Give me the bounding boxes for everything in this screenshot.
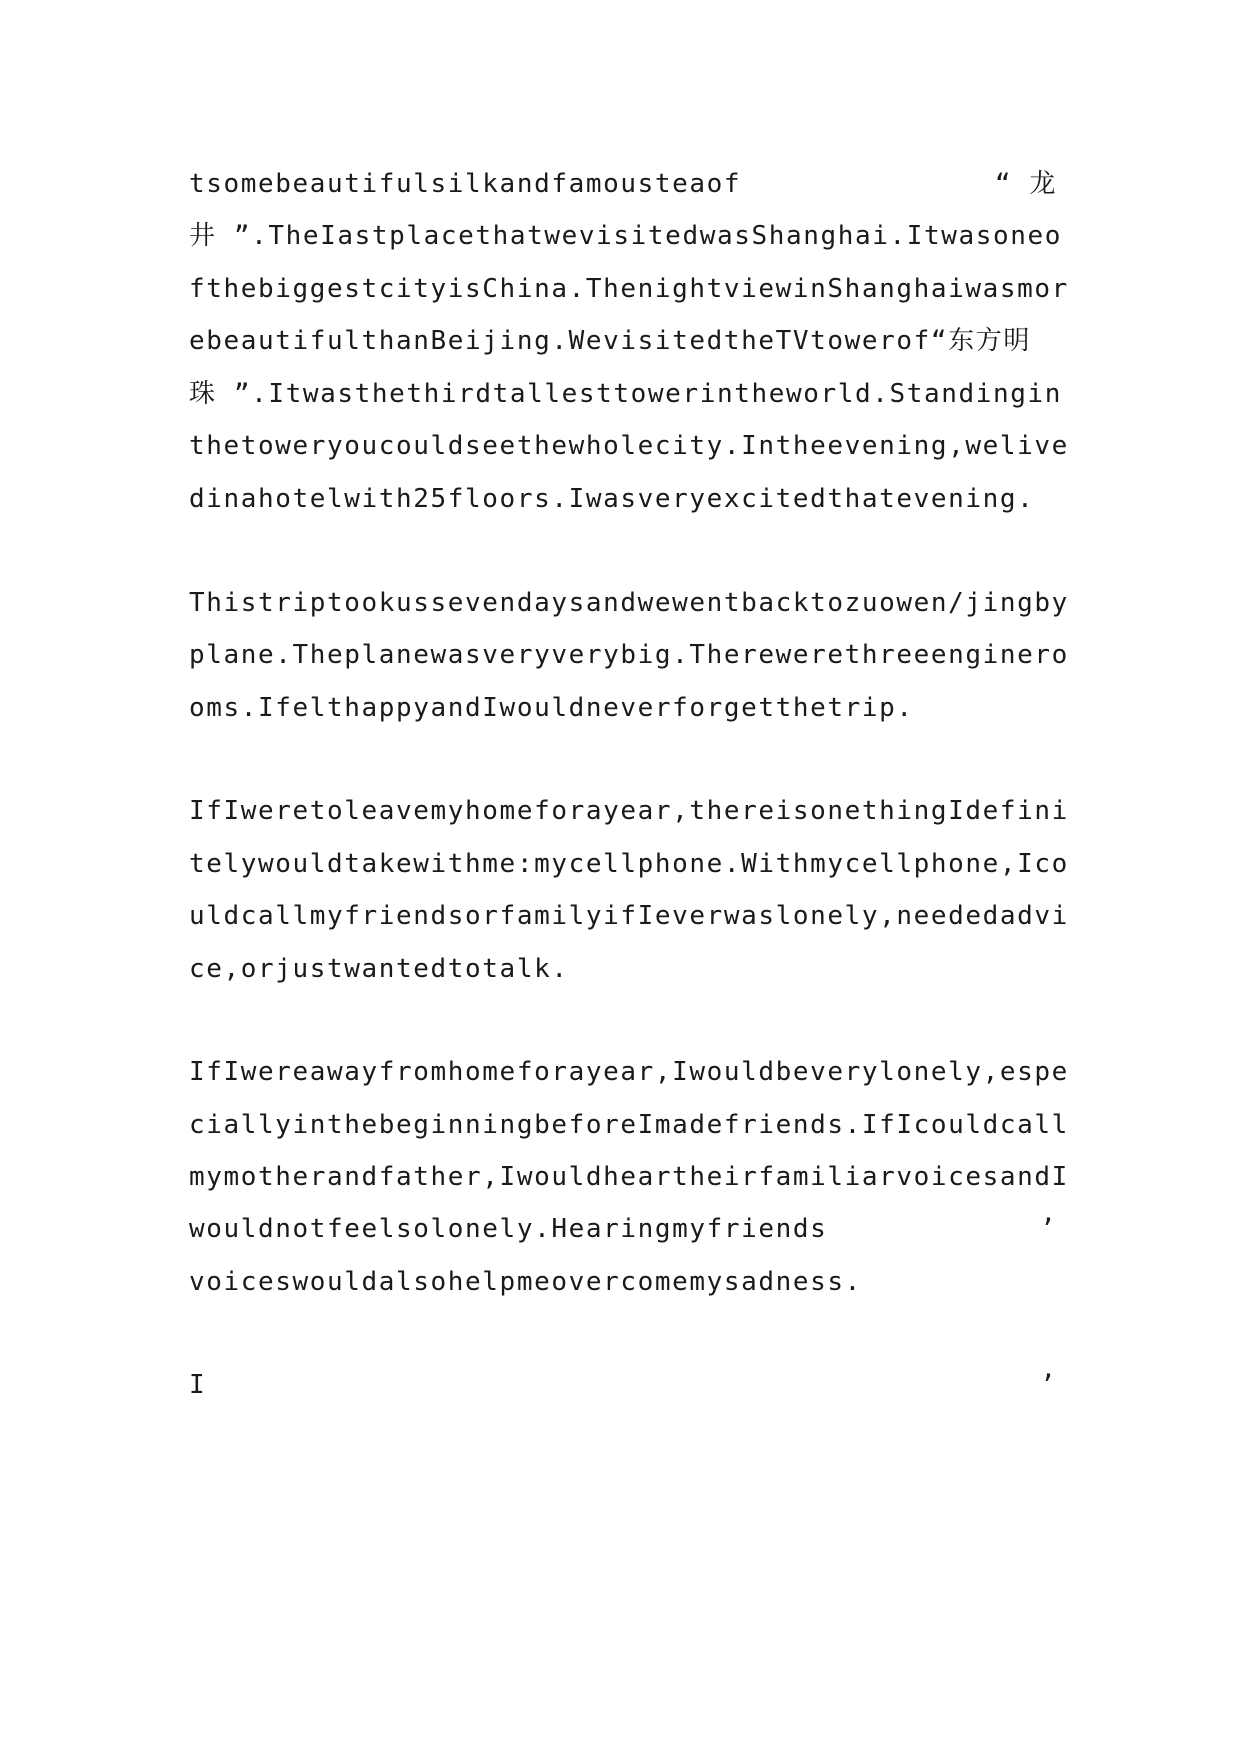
text-line: IfIwereawayfromhomeforayear,Iwouldbeverylonely,espe — [189, 1057, 1069, 1087]
text-line: thetoweryoucouldseethewholecity.Intheevening,welive — [189, 431, 1069, 461]
text-segment: ’ — [1039, 1214, 1057, 1244]
text-line: plane.Theplanewasveryverybig.Therewerethreeenginero — [189, 640, 1069, 670]
text-line: 珠 ”.Itwasthethirdtallesttowerintheworld.Standingin — [189, 379, 1063, 409]
text-line: 井 ”.TheIastplacethatwevisitedwasShanghai.Itwasoneo — [189, 221, 1063, 251]
text-line: telywouldtakewithme:mycellphone.Withmycellphone,Ico — [189, 849, 1069, 879]
text-line — [189, 1200, 1057, 1258]
text-line: ciallyinthebeginningbeforeImadefriends.IfIcouldcall — [189, 1110, 1069, 1140]
text-line: voiceswouldalsohelpmeovercomemysadness. — [189, 1267, 862, 1297]
text-line: IfIweretoleavemyhomeforayear,thereisonethingIdefini — [189, 796, 1069, 826]
text-segment: wouldnotfeelsolonely.Hearingmyfriends — [189, 1214, 828, 1244]
text-line: ce,orjustwantedtotalk. — [189, 954, 569, 984]
text-line: oms.IfelthappyandIwouldneverforgetthetrip. — [189, 693, 914, 723]
text-line: fthebiggestcityisChina.ThenightviewinShanghaiwasmor — [189, 274, 1069, 304]
text-line: ebeautifulthanBeijing.WevisitedtheTVtowerof“东方明 — [189, 326, 1031, 356]
text-line — [189, 155, 1057, 213]
text-line: mymotherandfather,IwouldheartheirfamiliarvoicesandI — [189, 1162, 1069, 1192]
text-line: uldcallmyfriendsorfamilyifIeverwaslonely,neededadvi — [189, 901, 1069, 931]
text-line — [189, 1356, 1057, 1414]
text-line: Thistriptookussevendaysandwewentbacktozuowen/jingby — [189, 588, 1069, 618]
text-segment: ’ — [1039, 1370, 1057, 1400]
text-line: dinahotelwith25floors.Iwasveryexcitedthatevening. — [189, 484, 1035, 514]
text-segment: I — [189, 1370, 207, 1400]
text-segment: tsomebeautifulsilkandfamousteaof — [189, 169, 742, 199]
text-segment: “ 龙 — [994, 169, 1057, 199]
